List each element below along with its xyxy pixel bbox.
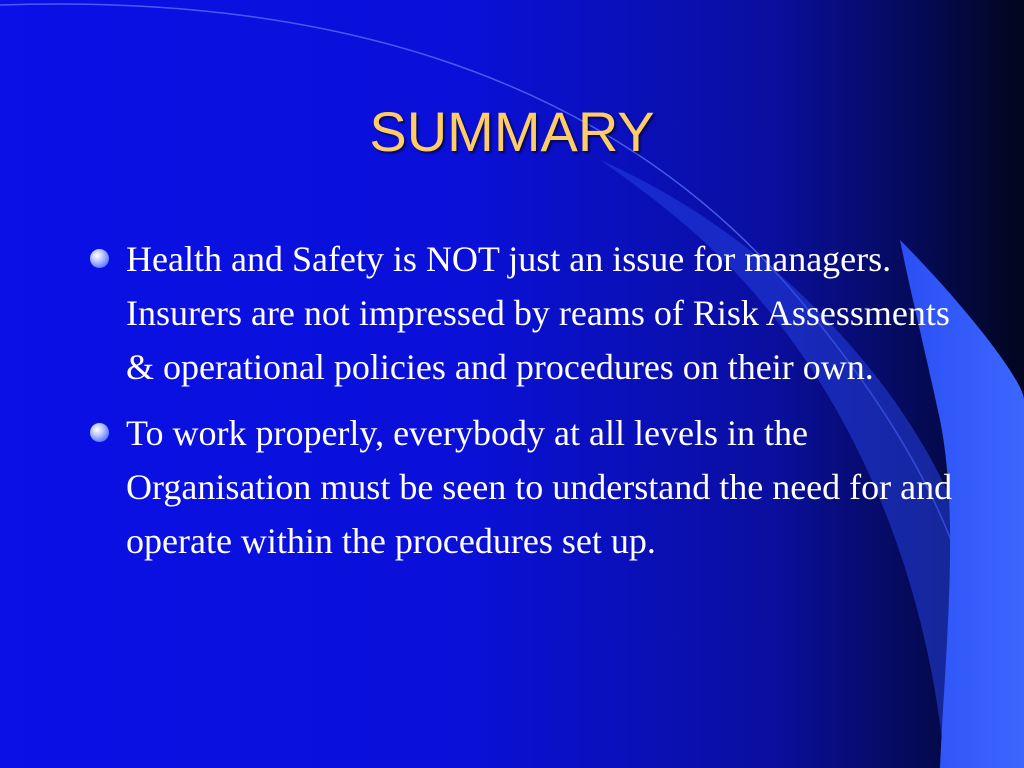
bullet-item xyxy=(90,406,960,568)
bullet-list xyxy=(90,232,960,568)
bullet-item xyxy=(90,232,960,394)
bullet-dot-icon xyxy=(90,249,109,268)
bullet-dot-icon xyxy=(90,423,109,442)
bullet-text: To work properly, everybody at all levels in the Organisation must be seen to understand the need for and operate within the procedures set up. xyxy=(126,413,953,561)
slide-title: SUMMARY xyxy=(369,100,655,163)
bullet-text: Health and Safety is NOT just an issue for managers. Insurers are not impressed by reams of Risk Assessments & operational policies and procedures on their own. xyxy=(126,239,950,387)
